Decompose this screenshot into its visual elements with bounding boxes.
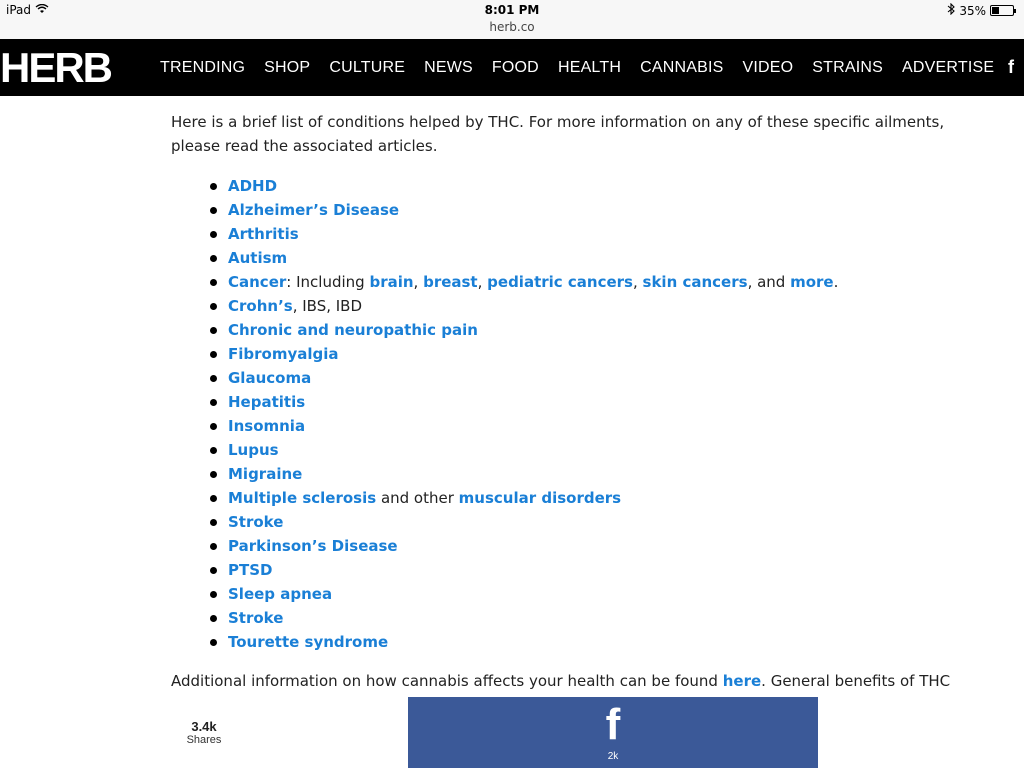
link-tourette[interactable]: Tourette syndrome — [228, 633, 389, 651]
cancer-including-text: : Including — [286, 273, 370, 291]
nav-food[interactable]: FOOD — [491, 58, 539, 76]
link-autism[interactable]: Autism — [228, 249, 288, 267]
link-cancer[interactable]: Cancer — [228, 273, 287, 291]
link-crohns[interactable]: Crohn’s — [228, 297, 293, 315]
list-item — [209, 630, 961, 654]
separator-comma: , — [632, 273, 643, 291]
link-glaucoma[interactable]: Glaucoma — [228, 369, 312, 387]
list-item — [209, 294, 961, 318]
address-bar-url[interactable]: herb.co — [489, 20, 535, 34]
link-insomnia[interactable]: Insomnia — [228, 417, 306, 435]
link-migraine[interactable]: Migraine — [228, 465, 303, 483]
separator-and: , and — [747, 273, 791, 291]
link-sleep-apnea[interactable]: Sleep apnea — [228, 585, 333, 603]
article-body — [171, 110, 961, 693]
site-header — [0, 39, 1024, 96]
list-item — [209, 558, 961, 582]
nav-trending[interactable]: TRENDING — [160, 58, 246, 76]
list-item — [209, 270, 961, 294]
link-alzheimers[interactable]: Alzheimer’s Disease — [228, 201, 400, 219]
link-adhd[interactable]: ADHD — [228, 177, 278, 195]
list-item — [209, 342, 961, 366]
share-count-number: 3.4k — [191, 719, 217, 734]
crohns-extra-text: , IBS, IBD — [292, 297, 363, 315]
link-muscular-disorders[interactable]: muscular disorders — [458, 489, 622, 507]
link-hepatitis[interactable]: Hepatitis — [228, 393, 306, 411]
link-ptsd[interactable]: PTSD — [228, 561, 273, 579]
site-logo[interactable]: HERB — [0, 44, 112, 91]
ms-extra-text: and other — [376, 489, 459, 507]
list-item — [209, 366, 961, 390]
separator-comma: , — [413, 273, 424, 291]
ailment-list — [209, 174, 961, 654]
nav-strains[interactable]: STRAINS — [812, 58, 884, 76]
list-item — [209, 318, 961, 342]
status-time: 8:01 PM — [484, 3, 540, 17]
facebook-icon[interactable]: f — [1008, 57, 1014, 77]
list-item — [209, 510, 961, 534]
link-stroke-2[interactable]: Stroke — [228, 609, 284, 627]
link-stroke[interactable]: Stroke — [228, 513, 284, 531]
link-chronic-pain[interactable]: Chronic and neuropathic pain — [228, 321, 478, 339]
list-item — [209, 222, 961, 246]
list-item — [209, 246, 961, 270]
intro-paragraph: Here is a brief list of conditions helped by THC. For more information on any of these specific ailments, please read the associated articles. — [171, 113, 945, 155]
nav-culture[interactable]: CULTURE — [329, 58, 406, 76]
list-item — [209, 534, 961, 558]
device-name: iPad — [6, 3, 32, 17]
outro-text: Additional information on how cannabis affects your health can be found — [171, 672, 723, 690]
share-count-label: Shares — [186, 734, 222, 746]
link-fibromyalgia[interactable]: Fibromyalgia — [228, 345, 339, 363]
facebook-share-button[interactable] — [408, 697, 818, 768]
link-skin-cancers[interactable]: skin cancers — [642, 273, 748, 291]
link-pediatric-cancers[interactable]: pediatric cancers — [487, 273, 633, 291]
bluetooth-icon — [947, 3, 955, 18]
nav-shop[interactable]: SHOP — [264, 58, 311, 76]
link-arthritis[interactable]: Arthritis — [228, 225, 299, 243]
list-item — [209, 486, 961, 510]
link-more[interactable]: more — [790, 273, 834, 291]
list-item — [209, 198, 961, 222]
link-parkinsons[interactable]: Parkinson’s Disease — [228, 537, 398, 555]
battery-level — [992, 7, 999, 14]
main-nav — [160, 39, 1013, 96]
share-bar — [0, 697, 1024, 768]
separator-comma: , — [477, 273, 488, 291]
list-item — [209, 462, 961, 486]
list-item — [209, 174, 961, 198]
list-item — [209, 414, 961, 438]
battery-icon — [990, 5, 1014, 16]
outro-paragraph — [171, 669, 961, 693]
nav-news[interactable]: NEWS — [424, 58, 473, 76]
nav-advertise[interactable]: ADVERTISE — [902, 58, 995, 76]
link-lupus[interactable]: Lupus — [228, 441, 279, 459]
list-item — [209, 606, 961, 630]
list-item — [209, 390, 961, 414]
status-right — [947, 3, 1014, 18]
facebook-share-count: 2k — [607, 751, 619, 762]
battery-percent: 35% — [959, 3, 986, 18]
outro-tail: . General benefits of THC — [761, 672, 951, 690]
nav-health[interactable]: HEALTH — [557, 58, 622, 76]
link-multiple-sclerosis[interactable]: Multiple sclerosis — [228, 489, 377, 507]
link-breast[interactable]: breast — [423, 273, 478, 291]
share-count — [180, 719, 228, 746]
nav-video[interactable]: VIDEO — [742, 58, 794, 76]
separator-period: . — [833, 273, 839, 291]
status-bar — [0, 0, 1024, 39]
link-here[interactable]: here — [722, 672, 762, 690]
list-item — [209, 582, 961, 606]
link-brain[interactable]: brain — [369, 273, 414, 291]
nav-cannabis[interactable]: CANNABIS — [640, 58, 724, 76]
list-item — [209, 438, 961, 462]
facebook-icon: f — [605, 700, 621, 749]
